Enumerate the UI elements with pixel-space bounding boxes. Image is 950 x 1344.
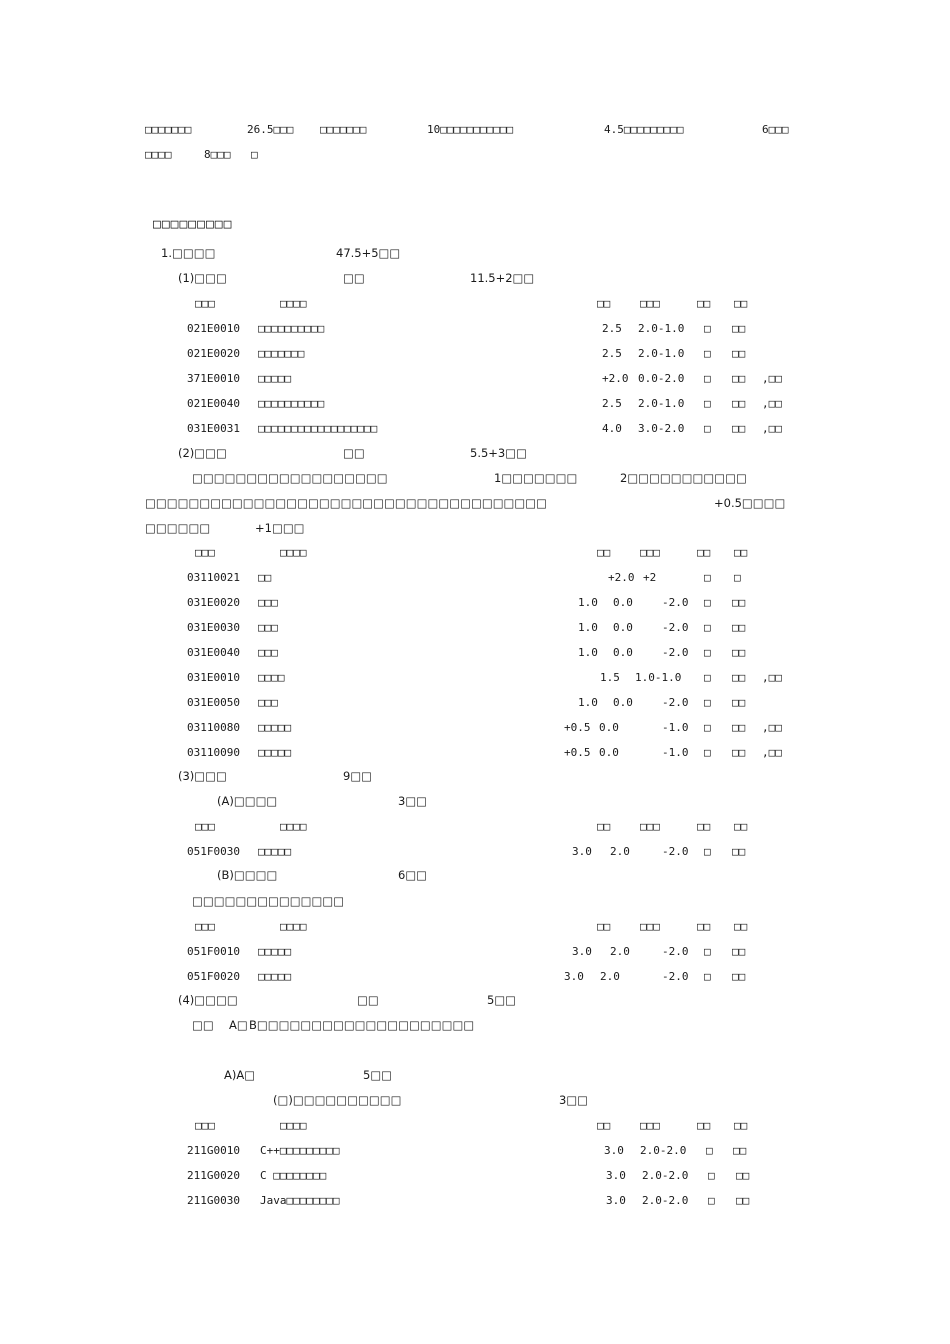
course-code: 031E0010 bbox=[187, 671, 240, 684]
course-hours-extra: -2.0 bbox=[662, 696, 689, 709]
course-code: 03110090 bbox=[187, 746, 240, 759]
course-type: □□ bbox=[736, 1169, 750, 1182]
intro-text: 26.5□□□ bbox=[247, 123, 294, 136]
subsection-label: □□ bbox=[343, 446, 365, 460]
course-semester: □ bbox=[704, 571, 711, 584]
course-credit: +0.5 bbox=[564, 721, 591, 734]
subsection-credits: 3□□ bbox=[559, 1093, 589, 1107]
course-name: C++□□□□□□□□□ bbox=[260, 1144, 340, 1157]
header-name: □□□□ bbox=[280, 920, 307, 933]
subsection-title: A)A□ bbox=[224, 1068, 256, 1082]
section-credits: 47.5+5□□ bbox=[336, 246, 401, 260]
subsection-title: (2)□□□ bbox=[178, 446, 227, 460]
course-semester: □ bbox=[704, 322, 711, 335]
course-name: □□□□□ bbox=[258, 372, 292, 385]
course-name: □□□□□ bbox=[258, 845, 292, 858]
course-code: 03110021 bbox=[187, 571, 240, 584]
course-type: □□ bbox=[732, 397, 746, 410]
header-type: □□ bbox=[734, 1119, 748, 1132]
course-code: 021E0040 bbox=[187, 397, 240, 410]
course-semester: □ bbox=[704, 347, 711, 360]
course-code: 051F0020 bbox=[187, 970, 240, 983]
course-hours: 1.0-1.0 bbox=[635, 671, 682, 684]
subsection-credits: 6□□ bbox=[398, 868, 428, 882]
course-note: ,□□ bbox=[762, 372, 782, 385]
course-note: ,□□ bbox=[762, 721, 782, 734]
course-code: 03110080 bbox=[187, 721, 240, 734]
header-credit: □□ bbox=[597, 920, 611, 933]
course-semester: □ bbox=[704, 696, 711, 709]
course-semester: □ bbox=[706, 1144, 713, 1157]
course-code: 031E0050 bbox=[187, 696, 240, 709]
header-name: □□□□ bbox=[280, 297, 307, 310]
course-name: □□□□□□□□□□□□□□□□□□ bbox=[258, 422, 378, 435]
header-name: □□□□ bbox=[280, 546, 307, 559]
course-hours: 3.0-2.0 bbox=[638, 422, 685, 435]
course-hours: 2.0 bbox=[610, 845, 630, 858]
header-credit: □□ bbox=[597, 546, 611, 559]
course-name: Java□□□□□□□□ bbox=[260, 1194, 340, 1207]
course-semester: □ bbox=[704, 845, 711, 858]
course-hours: +2 bbox=[643, 571, 657, 584]
course-code: 031E0020 bbox=[187, 596, 240, 609]
note-text: A□ bbox=[229, 1018, 248, 1032]
course-type: □□ bbox=[732, 621, 746, 634]
section-heading: □□□□□□□□□ bbox=[153, 217, 233, 232]
subsection-title: (3)□□□ bbox=[178, 769, 227, 783]
header-hours: □□□ bbox=[640, 546, 660, 559]
course-credit: 3.0 bbox=[572, 945, 592, 958]
subsection-title: (1)□□□ bbox=[178, 271, 227, 285]
course-name: □□□□ bbox=[258, 671, 285, 684]
course-semester: □ bbox=[704, 646, 711, 659]
course-type: □□ bbox=[732, 596, 746, 609]
course-hours: 2.0 bbox=[610, 945, 630, 958]
course-hours: 2.0-2.0 bbox=[640, 1144, 687, 1157]
course-hours-extra: -1.0 bbox=[662, 721, 689, 734]
subsection-label: □□ bbox=[357, 993, 379, 1007]
course-name: □□□□□□□□□□ bbox=[258, 322, 325, 335]
header-credit: □□ bbox=[597, 297, 611, 310]
course-hours-extra: -2.0 bbox=[662, 970, 689, 983]
course-semester: □ bbox=[704, 945, 711, 958]
course-hours-extra: -2.0 bbox=[662, 621, 689, 634]
header-type: □□ bbox=[734, 920, 748, 933]
note-text: B□□□□□□□□□□□□□□□□□□□□ bbox=[249, 1018, 475, 1032]
header-semester: □□ bbox=[697, 297, 711, 310]
course-credit: 3.0 bbox=[604, 1144, 624, 1157]
course-type: □ bbox=[734, 571, 741, 584]
course-credit: +2.0 bbox=[602, 372, 629, 385]
course-name: C □□□□□□□□ bbox=[260, 1169, 327, 1182]
header-code: □□□ bbox=[195, 1119, 215, 1132]
course-type: □□ bbox=[732, 347, 746, 360]
header-code: □□□ bbox=[195, 546, 215, 559]
header-type: □□ bbox=[734, 297, 748, 310]
course-credit: 3.0 bbox=[606, 1169, 626, 1182]
course-type: □□ bbox=[736, 1194, 750, 1207]
note-text: □□□□□□□□□□□□□□ bbox=[192, 894, 345, 908]
course-name: □□□□□□□□□□ bbox=[258, 397, 325, 410]
course-credit: 1.0 bbox=[578, 621, 598, 634]
header-credit: □□ bbox=[597, 820, 611, 833]
header-hours: □□□ bbox=[640, 297, 660, 310]
course-hours: 2.0-1.0 bbox=[638, 347, 685, 360]
course-code: 031E0031 bbox=[187, 422, 240, 435]
course-code: 051F0030 bbox=[187, 845, 240, 858]
course-semester: □ bbox=[704, 746, 711, 759]
header-code: □□□ bbox=[195, 920, 215, 933]
intro-text: □ bbox=[251, 148, 258, 161]
header-semester: □□ bbox=[697, 546, 711, 559]
note-text: □□ bbox=[192, 1018, 214, 1032]
header-code: □□□ bbox=[195, 820, 215, 833]
course-semester: □ bbox=[704, 621, 711, 634]
course-name: □□□□□□□ bbox=[258, 347, 305, 360]
course-note: ,□□ bbox=[762, 671, 782, 684]
course-name: □□□□□ bbox=[258, 746, 292, 759]
course-semester: □ bbox=[704, 422, 711, 435]
course-semester: □ bbox=[704, 970, 711, 983]
subsection-credits: 3□□ bbox=[398, 794, 428, 808]
course-hours: 0.0 bbox=[599, 721, 619, 734]
course-type: □□ bbox=[732, 845, 746, 858]
intro-text: □□□□□□□ bbox=[320, 123, 367, 136]
course-code: 031E0030 bbox=[187, 621, 240, 634]
course-semester: □ bbox=[704, 671, 711, 684]
course-credit: +0.5 bbox=[564, 746, 591, 759]
note-text: 1□□□□□□□ bbox=[494, 471, 578, 485]
course-hours-extra: -2.0 bbox=[662, 596, 689, 609]
course-type: □□ bbox=[732, 422, 746, 435]
intro-text: 8□□□ bbox=[204, 148, 231, 161]
course-code: 371E0010 bbox=[187, 372, 240, 385]
course-credit: 3.0 bbox=[606, 1194, 626, 1207]
intro-text: □□□□ bbox=[145, 148, 172, 161]
course-hours-extra: -1.0 bbox=[662, 746, 689, 759]
course-code: 211G0030 bbox=[187, 1194, 240, 1207]
course-credit: 1.0 bbox=[578, 646, 598, 659]
course-note: ,□□ bbox=[762, 746, 782, 759]
course-hours: 2.0 bbox=[600, 970, 620, 983]
course-credit: 3.0 bbox=[564, 970, 584, 983]
course-semester: □ bbox=[708, 1169, 715, 1182]
course-code: 051F0010 bbox=[187, 945, 240, 958]
header-hours: □□□ bbox=[640, 1119, 660, 1132]
course-credit: 2.5 bbox=[602, 397, 622, 410]
course-type: □□ bbox=[733, 1144, 747, 1157]
header-type: □□ bbox=[734, 546, 748, 559]
course-type: □□ bbox=[732, 696, 746, 709]
header-semester: □□ bbox=[697, 920, 711, 933]
course-credit: 3.0 bbox=[572, 845, 592, 858]
note-text: +0.5□□□□ bbox=[714, 496, 786, 510]
course-credit: 2.5 bbox=[602, 347, 622, 360]
subsection-title: (A)□□□□ bbox=[217, 794, 278, 808]
course-hours: 0.0 bbox=[613, 646, 633, 659]
note-text: +1□□□ bbox=[255, 521, 305, 535]
course-name: □□□□□ bbox=[258, 945, 292, 958]
intro-text: 6□□□ bbox=[762, 123, 789, 136]
course-credit: 1.0 bbox=[578, 696, 598, 709]
course-semester: □ bbox=[704, 596, 711, 609]
course-code: 031E0040 bbox=[187, 646, 240, 659]
intro-text: 10□□□□□□□□□□□ bbox=[427, 123, 514, 136]
course-hours: 0.0-2.0 bbox=[638, 372, 685, 385]
intro-text: □□□□□□□ bbox=[145, 123, 192, 136]
course-name: □□ bbox=[258, 571, 272, 584]
course-semester: □ bbox=[704, 721, 711, 734]
header-semester: □□ bbox=[697, 820, 711, 833]
course-type: □□ bbox=[732, 945, 746, 958]
course-type: □□ bbox=[732, 646, 746, 659]
header-code: □□□ bbox=[195, 297, 215, 310]
note-text: □□□□□□ bbox=[145, 521, 211, 535]
course-semester: □ bbox=[704, 372, 711, 385]
course-hours: 0.0 bbox=[613, 696, 633, 709]
header-type: □□ bbox=[734, 820, 748, 833]
course-hours-extra: -2.0 bbox=[662, 845, 689, 858]
course-name: □□□ bbox=[258, 621, 278, 634]
note-text: □□□□□□□□□□□□□□□□□□□□□□□□□□□□□□□□□□□□□ bbox=[145, 496, 548, 510]
header-credit: □□ bbox=[597, 1119, 611, 1132]
course-code: 021E0010 bbox=[187, 322, 240, 335]
subsection-credits: 11.5+2□□ bbox=[470, 271, 535, 285]
course-credit: 4.0 bbox=[602, 422, 622, 435]
subsection-title: (B)□□□□ bbox=[217, 868, 278, 882]
course-type: □□ bbox=[732, 746, 746, 759]
course-type: □□ bbox=[732, 322, 746, 335]
course-code: 211G0020 bbox=[187, 1169, 240, 1182]
course-hours: 0.0 bbox=[613, 621, 633, 634]
course-credit: 2.5 bbox=[602, 322, 622, 335]
section-title: 1.□□□□ bbox=[161, 246, 216, 260]
subsection-credits: 9□□ bbox=[343, 769, 373, 783]
subsection-label: □□ bbox=[343, 271, 365, 285]
course-semester: □ bbox=[708, 1194, 715, 1207]
course-name: □□□□□ bbox=[258, 721, 292, 734]
course-hours-extra: -2.0 bbox=[662, 646, 689, 659]
header-hours: □□□ bbox=[640, 920, 660, 933]
course-hours: 2.0-2.0 bbox=[642, 1194, 689, 1207]
course-name: □□□□□ bbox=[258, 970, 292, 983]
header-hours: □□□ bbox=[640, 820, 660, 833]
intro-text: 4.5□□□□□□□□□ bbox=[604, 123, 684, 136]
course-type: □□ bbox=[732, 721, 746, 734]
course-type: □□ bbox=[732, 970, 746, 983]
subsection-title: (4)□□□□ bbox=[178, 993, 238, 1007]
course-credit: 1.0 bbox=[578, 596, 598, 609]
course-credit: 1.5 bbox=[600, 671, 620, 684]
course-name: □□□ bbox=[258, 596, 278, 609]
course-type: □□ bbox=[732, 671, 746, 684]
course-name: □□□ bbox=[258, 646, 278, 659]
course-note: ,□□ bbox=[762, 397, 782, 410]
course-hours: 0.0 bbox=[613, 596, 633, 609]
course-name: □□□ bbox=[258, 696, 278, 709]
subsection-title: (□)□□□□□□□□□□ bbox=[273, 1093, 402, 1107]
course-semester: □ bbox=[704, 397, 711, 410]
header-semester: □□ bbox=[697, 1119, 711, 1132]
header-name: □□□□ bbox=[280, 820, 307, 833]
course-note: ,□□ bbox=[762, 422, 782, 435]
course-type: □□ bbox=[732, 372, 746, 385]
course-hours: 0.0 bbox=[599, 746, 619, 759]
course-hours-extra: -2.0 bbox=[662, 945, 689, 958]
course-hours: 2.0-1.0 bbox=[638, 397, 685, 410]
subsection-credits: 5□□ bbox=[487, 993, 517, 1007]
note-text: □□□□□□□□□□□□□□□□□□ bbox=[192, 471, 388, 485]
course-hours: 2.0-1.0 bbox=[638, 322, 685, 335]
header-name: □□□□ bbox=[280, 1119, 307, 1132]
course-credit: +2.0 bbox=[608, 571, 635, 584]
course-code: 211G0010 bbox=[187, 1144, 240, 1157]
course-hours: 2.0-2.0 bbox=[642, 1169, 689, 1182]
note-text: 2□□□□□□□□□□□ bbox=[620, 471, 747, 485]
subsection-credits: 5.5+3□□ bbox=[470, 446, 527, 460]
course-code: 021E0020 bbox=[187, 347, 240, 360]
subsection-credits: 5□□ bbox=[363, 1068, 393, 1082]
